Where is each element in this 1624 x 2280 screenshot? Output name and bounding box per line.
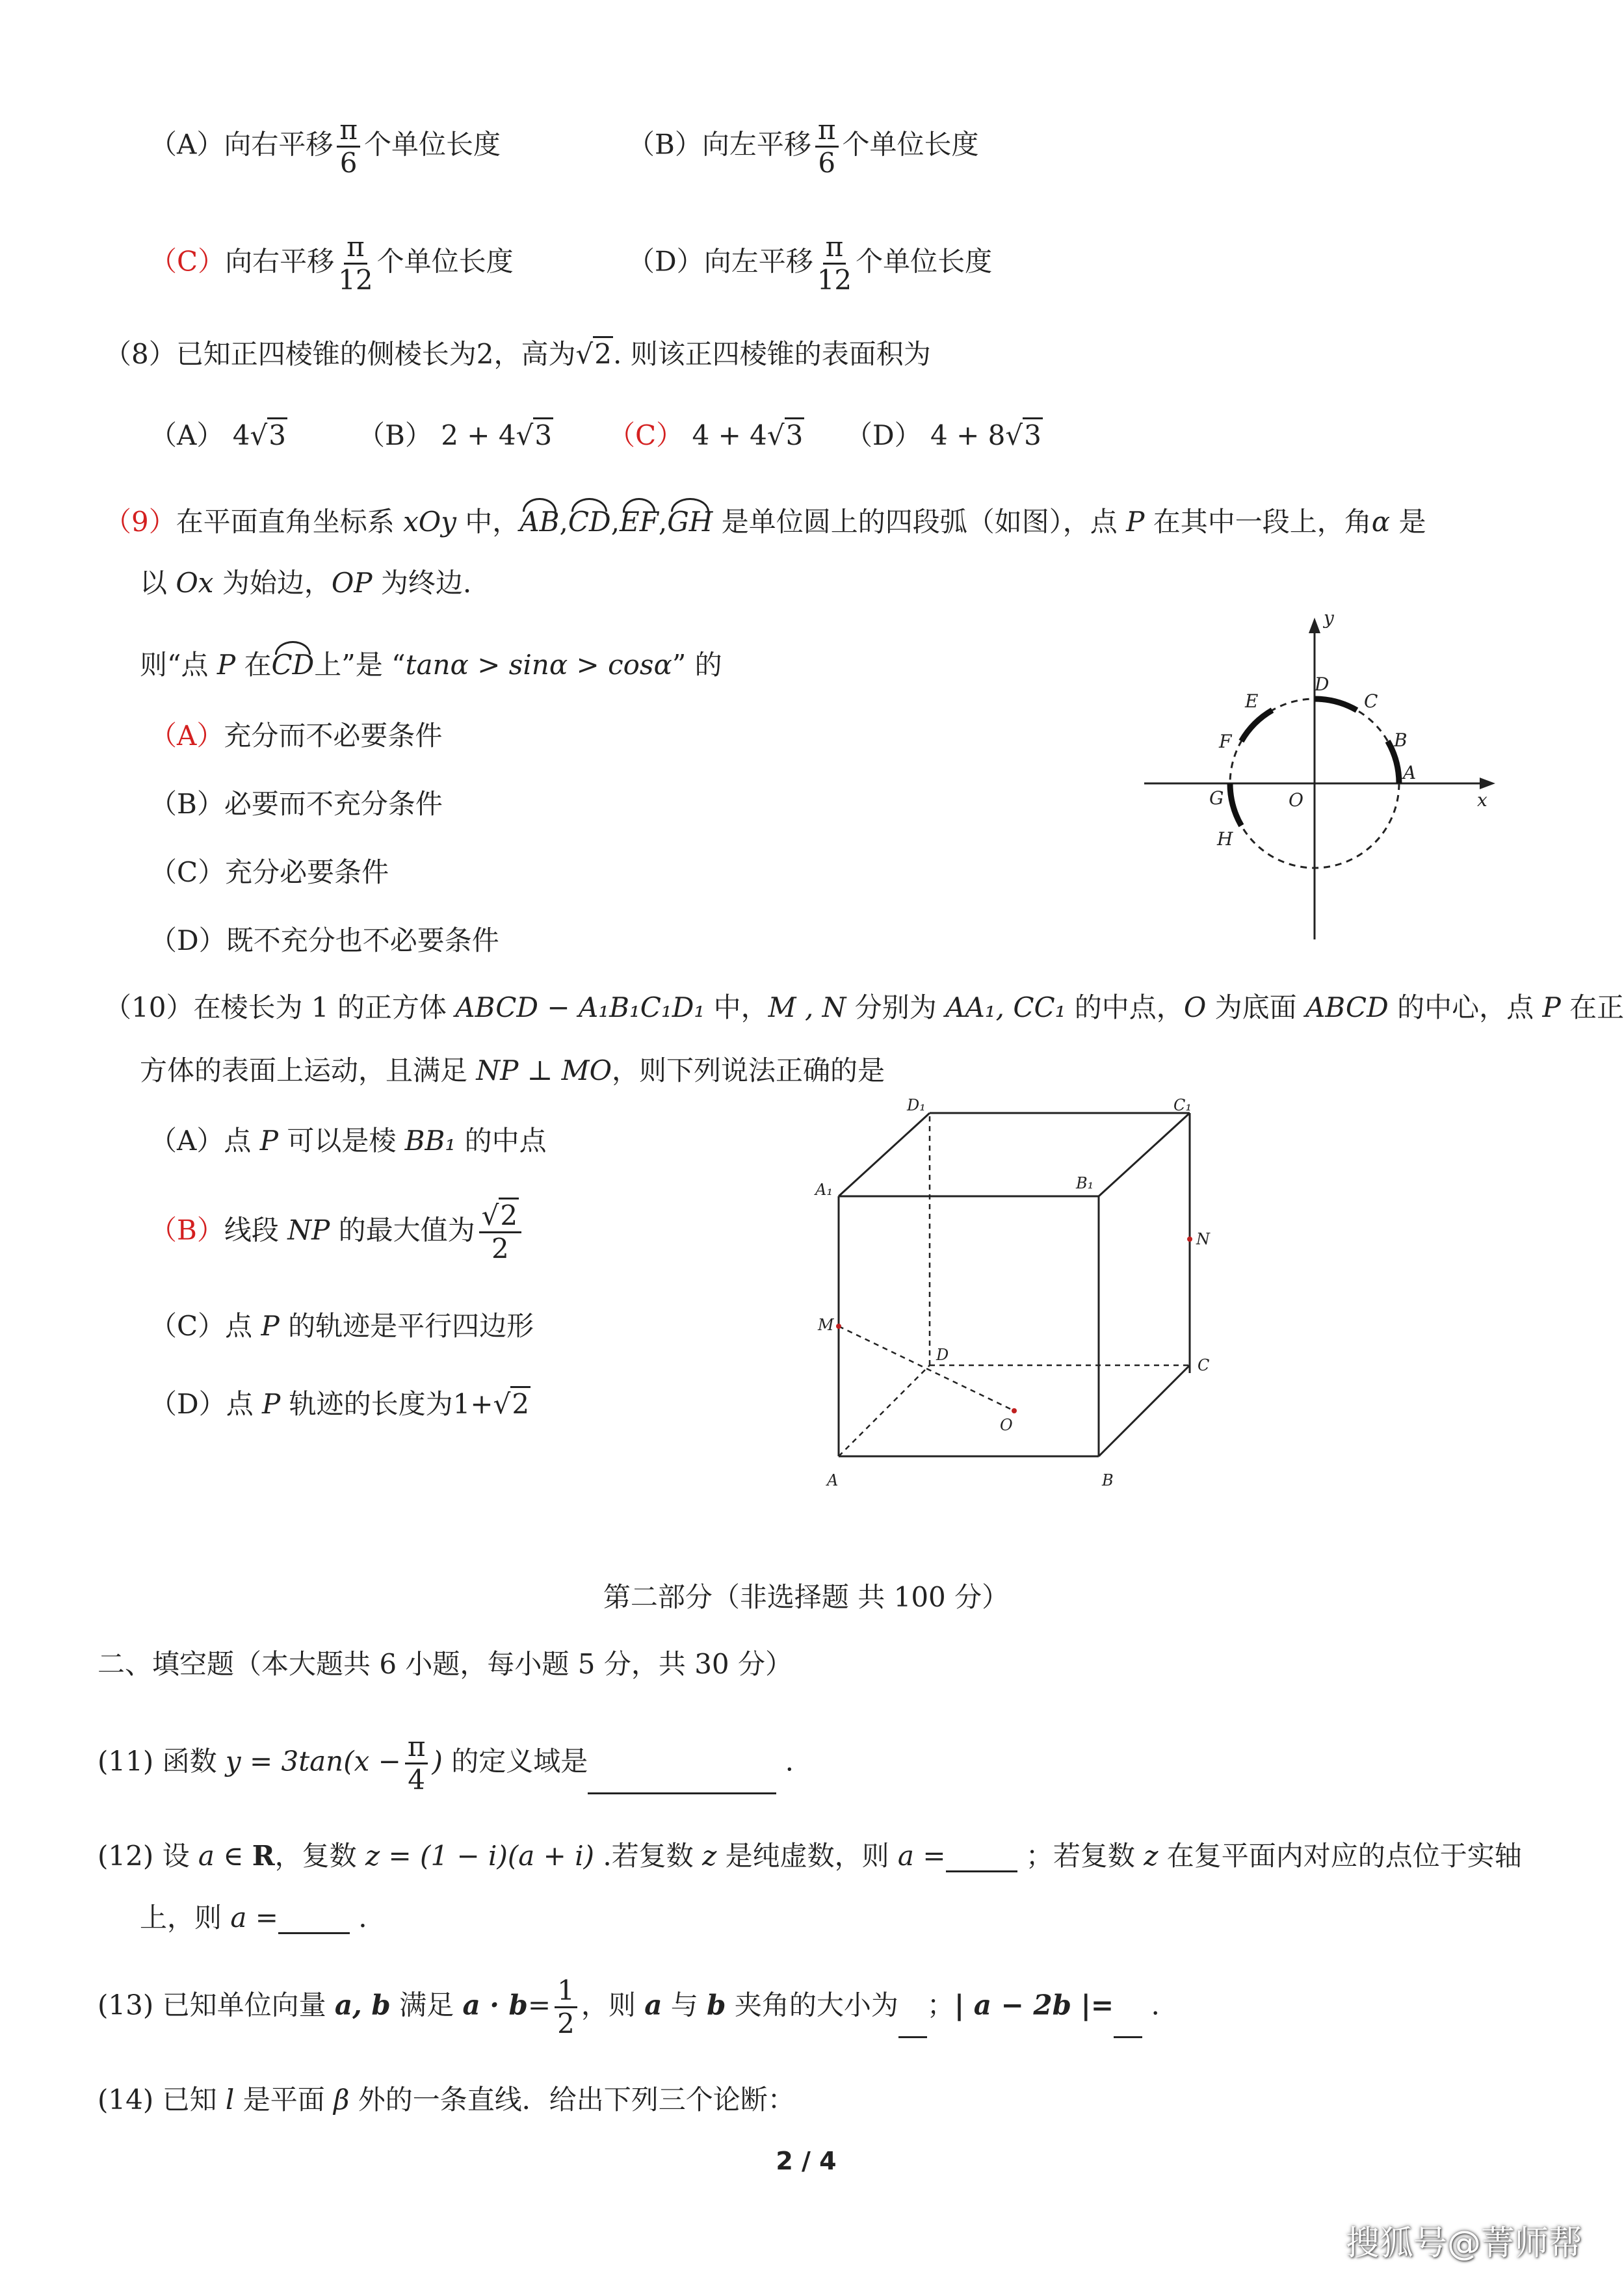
answer-blank[interactable] [946, 1870, 1017, 1872]
label-o: O [1289, 789, 1303, 811]
label-d: D [936, 1346, 949, 1364]
edge-b1c1 [1099, 1113, 1190, 1196]
q14: (14) 已知 l 是平面 β 外的一条直线．给出下列三个论断： [98, 2084, 795, 2116]
sqrt: √2 [576, 338, 614, 371]
q7-option-a: （A）向右平移 $\frac{\pi}{6}$ 个单位长度 [150, 114, 501, 179]
label-a: A [827, 1471, 839, 1489]
label-a1: A₁ [815, 1181, 833, 1199]
label-c: C [1198, 1356, 1210, 1374]
q9-condition: 则“点 P 在CD上”是 “tanα > sinα > cosα” 的 [140, 649, 722, 681]
q12-line2: 上，则 a = . [140, 1902, 367, 1933]
q10-option-a: （A）点 P 可以是棱 BB₁ 的中点 [150, 1125, 547, 1157]
label-g: G [1209, 787, 1224, 809]
q9-option-c: （C）充分必要条件 [150, 856, 389, 888]
q7-option-c: （C）向右平移 $\frac{\pi}{12}$ 个单位长度 [150, 231, 514, 296]
q10-stem-line1: （10）在棱长为 1 的正方体 ABCD − A₁B₁C₁D₁ 中，M , N 分别为 AA₁, CC₁ 的中点，O 为底面 ABCD 的中心，点 P 在正 [104, 991, 1624, 1023]
label-c: C [1364, 690, 1378, 712]
arc-ef [1241, 710, 1272, 741]
segment-mo [839, 1326, 1014, 1411]
q9-option-d: （D）既不充分也不必要条件 [150, 924, 499, 956]
page-number: 2 / 4 [776, 2147, 837, 2175]
q10-option-d: （D）点 P 轨迹的长度为1+√2 [150, 1388, 530, 1421]
label-y: y [1324, 607, 1334, 629]
q12-line1: (12) 设 a ∈ R，复数 z = (1 − i)(a + i) .若复数 z 是纯虚数，则 a = ；若复数 z 在复平面内对应的点位于实轴 [98, 1840, 1522, 1872]
q7-option-b: （B）向左平移 $\frac{\pi}{6}$ 个单位长度 [627, 114, 979, 179]
label-a: A [1403, 762, 1417, 783]
label-b: B [1394, 729, 1408, 751]
label-b1: B₁ [1076, 1174, 1094, 1192]
q8-option-c: （C） 4 + 4√3 [608, 419, 804, 452]
answer-blank[interactable] [588, 1792, 776, 1794]
fraction: $\frac{1}{2}$ [555, 1976, 577, 2038]
q13: (13) 已知单位向量 a, b 满足 a · b= $\frac{1}{2}$ ，则 a 与 b 夹角的大小为 ；| a − 2b |= . [98, 1974, 1160, 2040]
q9-option-a: （A）充分而不必要条件 [150, 720, 443, 752]
answer-blank[interactable] [278, 1932, 350, 1934]
part2-heading: 第二部分（非选择题 共 100 分） [603, 1581, 1010, 1613]
q8-stem: （8）已知正四棱锥的侧棱长为2，高为√2. 则该正四棱锥的表面积为 [104, 338, 931, 371]
label-e: E [1245, 690, 1259, 712]
answer-blank[interactable] [898, 2036, 927, 2038]
q7-option-d: （D）向左平移 $\frac{\pi}{12}$ 个单位长度 [627, 231, 993, 296]
edge-ad [839, 1365, 930, 1456]
arc-gh [1230, 783, 1241, 826]
label-c1: C₁ [1173, 1096, 1192, 1114]
fraction: $\frac{\pi}{12}$ [817, 231, 852, 296]
q9-option-b: （B）必要而不充分条件 [150, 788, 443, 820]
fraction: $\frac{\pi}{6}$ [815, 116, 839, 177]
q10-stem-line2: 方体的表面上运动，且满足 NP ⊥ MO，则下列说法正确的是 [140, 1055, 885, 1086]
section2-heading: 二、填空题（本大题共 6 小题，每小题 5 分，共 30 分） [98, 1648, 792, 1680]
label-d: D [1315, 674, 1329, 695]
fraction: $\frac{\pi}{12}$ [338, 231, 373, 296]
q9-stem-line1: （9）在平面直角坐标系 xOy 中，AB,CD,EF,GH 是单位圆上的四段弧（如图），点 P 在其中一段上，角α 是 [104, 506, 1426, 538]
answer-blank[interactable] [1114, 2036, 1142, 2038]
q8-option-d: （D） 4 + 8√3 [845, 419, 1043, 452]
edge-a1d1 [839, 1113, 930, 1196]
label-b: B [1102, 1471, 1114, 1489]
q8-option-b: （B） 2 + 4√3 [358, 419, 553, 452]
label-x: x [1477, 789, 1487, 811]
edge-bc [1099, 1365, 1190, 1456]
label-d1: D₁ [907, 1096, 926, 1114]
label-n: N [1196, 1230, 1210, 1248]
label-m: M [818, 1316, 834, 1334]
q11: (11) 函数 y = 3tan(x − $\frac{\pi}{4}$ ) 的定义域是 . [98, 1731, 794, 1796]
watermark: 搜狐号@菁师帮 [1346, 2224, 1583, 2263]
q10-option-b: （B）线段 NP 的最大值为 $\frac{√2}{2}$ [150, 1201, 525, 1263]
point-n [1187, 1237, 1192, 1242]
point-o [1012, 1408, 1017, 1413]
label-f: F [1219, 731, 1232, 752]
label-h: H [1217, 828, 1233, 850]
label-o: O [1000, 1416, 1013, 1434]
fraction: $\frac{\pi}{6}$ [337, 116, 360, 177]
y-axis-arrow [1309, 618, 1320, 633]
q10-option-c: （C）点 P 的轨迹是平行四边形 [150, 1310, 534, 1342]
fraction: $\frac{√2}{2}$ [479, 1201, 522, 1263]
arc-cd [1315, 699, 1357, 710]
q9-stem-line2: 以 Ox 为始边，OP 为终边. [140, 567, 472, 599]
unit-circle-figure [1144, 607, 1508, 949]
cube-figure [806, 1096, 1261, 1495]
point-m [836, 1324, 841, 1329]
q8-option-a: （A） 4√3 [150, 419, 287, 452]
fraction: $\frac{\pi}{4}$ [405, 1733, 428, 1794]
x-axis-arrow [1480, 778, 1495, 789]
